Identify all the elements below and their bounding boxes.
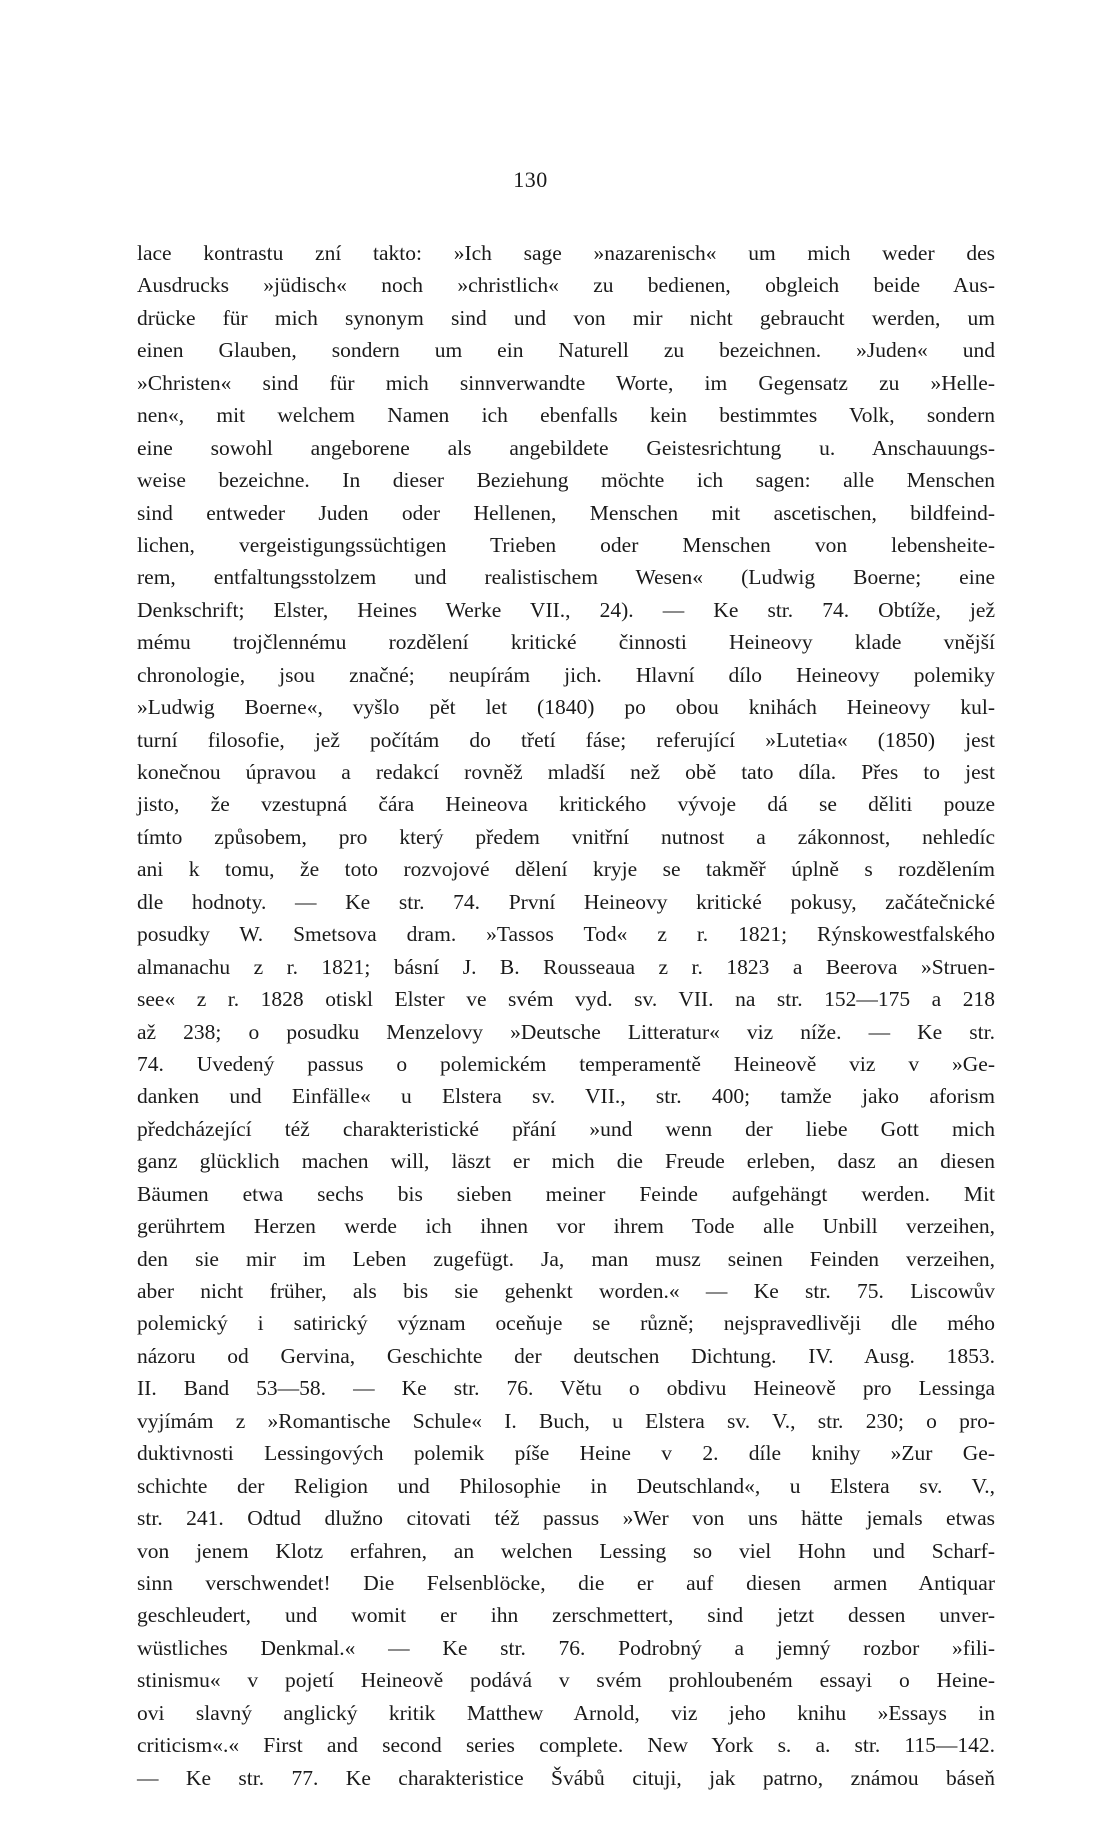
text-line: polemický i satirický význam oceňuje se různě; nejspravedlivěji dle mého <box>137 1311 995 1336</box>
text-line: lichen, vergeistigungssüchtigen Trieben oder Menschen von lebensheite- <box>137 532 995 557</box>
text-line: až 238; o posudku Menzelovy »Deutsche Litteratur« viz níže. — Ke str. <box>137 1019 995 1044</box>
text-line: duktivnosti Lessingových polemik píše Heine v 2. díle knihy »Zur Ge- <box>137 1441 995 1466</box>
text-line: sind entweder Juden oder Hellenen, Menschen mit ascetischen, bildfeind- <box>137 500 995 525</box>
text-line: von jenem Klotz erfahren, an welchen Lessing so viel Hohn und Scharf- <box>137 1538 995 1563</box>
text-line: chronologie, jsou značné; neupírám jich. Hlavní dílo Heineovy polemiky <box>137 662 995 687</box>
text-line: ovi slavný anglický kritik Matthew Arnold, viz jeho knihu »Essays in <box>137 1700 995 1725</box>
text-line: rem, entfaltungsstolzem und realistischem Wesen« (Ludwig Boerne; eine <box>137 565 995 590</box>
text-line: nen«, mit welchem Namen ich ebenfalls kein bestimmtes Volk, sondern <box>137 403 995 428</box>
text-line: názoru od Gervina, Geschichte der deutschen Dichtung. IV. Ausg. 1853. <box>137 1343 995 1368</box>
text-line: tímto způsobem, pro který předem vnitřní nutnost a zákonnost, nehledíc <box>137 824 995 849</box>
text-line: stinismu« v pojetí Heineově podává v svém prohloubeném essayi o Heine- <box>137 1668 995 1693</box>
text-line: wüstliches Denkmal.« — Ke str. 76. Podrobný a jemný rozbor »fili- <box>137 1635 995 1660</box>
text-line: den sie mir im Leben zugefügt. Ja, man musz seinen Feinden verzeihen, <box>137 1246 995 1271</box>
text-line: Ausdrucks »jüdisch« noch »christlich« zu bedienen, obgleich beide Aus- <box>137 273 995 298</box>
text-line: Denkschrift; Elster, Heines Werke VII., 24). — Ke str. 74. Obtíže, jež <box>137 597 995 622</box>
text-line: geschleudert, und womit er ihn zerschmettert, sind jetzt dessen unver- <box>137 1603 995 1628</box>
text-line: drücke für mich synonym sind und von mir nicht gebraucht werden, um <box>137 305 995 330</box>
text-line: lace kontrastu zní takto: »Ich sage »nazarenisch« um mich weder des <box>137 241 995 265</box>
text-line: danken und Einfälle« u Elstera sv. VII., str. 400; tamže jako aforism <box>137 1084 995 1109</box>
text-line: předcházející též charakteristické přání »und wenn der liebe Gott mich <box>137 1116 995 1141</box>
text-line: dle hodnoty. — Ke str. 74. První Heineovy kritické pokusy, začátečnické <box>137 889 995 914</box>
text-line: Bäumen etwa sechs bis sieben meiner Feinde aufgehängt werden. Mit <box>137 1181 995 1206</box>
text-line: vyjímám z »Romantische Schule« I. Buch, u Elstera sv. V., str. 230; o pro- <box>137 1408 995 1433</box>
text-line: einen Glauben, sondern um ein Naturell zu bezeichnen. »Juden« und <box>137 338 995 363</box>
text-line: posudky W. Smetsova dram. »Tassos Tod« z r. 1821; Rýnskowestfalského <box>137 922 995 947</box>
text-line: schichte der Religion und Philosophie in Deutschland«, u Elstera sv. V., <box>137 1473 995 1498</box>
text-line: gerührtem Herzen werde ich ihnen vor ihrem Tode alle Unbill verzeihen, <box>137 1214 995 1239</box>
text-line: ani k tomu, že toto rozvojové dělení kryje se takměř úplně s rozdělením <box>137 857 995 882</box>
text-line: turní filosofie, jež počítám do třetí fáse; referující »Lutetia« (1850) jest <box>137 727 995 752</box>
text-line: ganz glücklich machen will, läszt er mich die Freude erleben, dasz an diesen <box>137 1149 995 1174</box>
text-line: konečnou úpravou a redakcí rovněž mladší než obě tato díla. Přes to jest <box>137 760 995 784</box>
text-line: — Ke str. 77. Ke charakteristice Švábů cituji, jak patrno, známou báseň <box>137 1765 995 1790</box>
page-number: 130 <box>513 167 548 192</box>
text-line: 74. Uvedený passus o polemickém temperamentě Heineově viz v »Ge- <box>137 1051 995 1076</box>
text-line: aber nicht früher, als bis sie gehenkt worden.« — Ke str. 75. Liscowův <box>137 1279 995 1303</box>
text-line: sinn verschwendet! Die Felsenblöcke, die er auf diesen armen Antiquar <box>137 1570 995 1595</box>
text-line: jisto, že vzestupná čára Heineova kritického vývoje dá se děliti pouze <box>137 792 995 817</box>
text-line: mému trojčlennému rozdělení kritické činnosti Heineovy klade vnější <box>137 630 995 655</box>
text-line: eine sowohl angeborene als angebildete Geistesrichtung u. Anschauungs- <box>137 435 995 460</box>
text-line: str. 241. Odtud dlužno citovati též passus »Wer von uns hätte jemals etwas <box>137 1506 995 1531</box>
text-line: see« z r. 1828 otiskl Elster ve svém vyd. sv. VII. na str. 152—175 a 218 <box>137 987 995 1012</box>
body-text <box>137 237 995 1794</box>
text-line: almanachu z r. 1821; básní J. B. Rousseaua z r. 1823 a Beerova »Struen- <box>137 954 995 979</box>
text-line: II. Band 53—58. — Ke str. 76. Větu o obdivu Heineově pro Lessinga <box>137 1376 995 1401</box>
text-line: weise bezeichne. In dieser Beziehung möchte ich sagen: alle Menschen <box>137 468 995 493</box>
text-line: »Ludwig Boerne«, vyšlo pět let (1840) po obou knihách Heineovy kul- <box>137 695 995 720</box>
text-line: »Christen« sind für mich sinnverwandte Worte, im Gegensatz zu »Helle- <box>137 370 995 395</box>
text-line: criticism«.« First and second series complete. New York s. a. str. 115—142. <box>137 1733 995 1758</box>
